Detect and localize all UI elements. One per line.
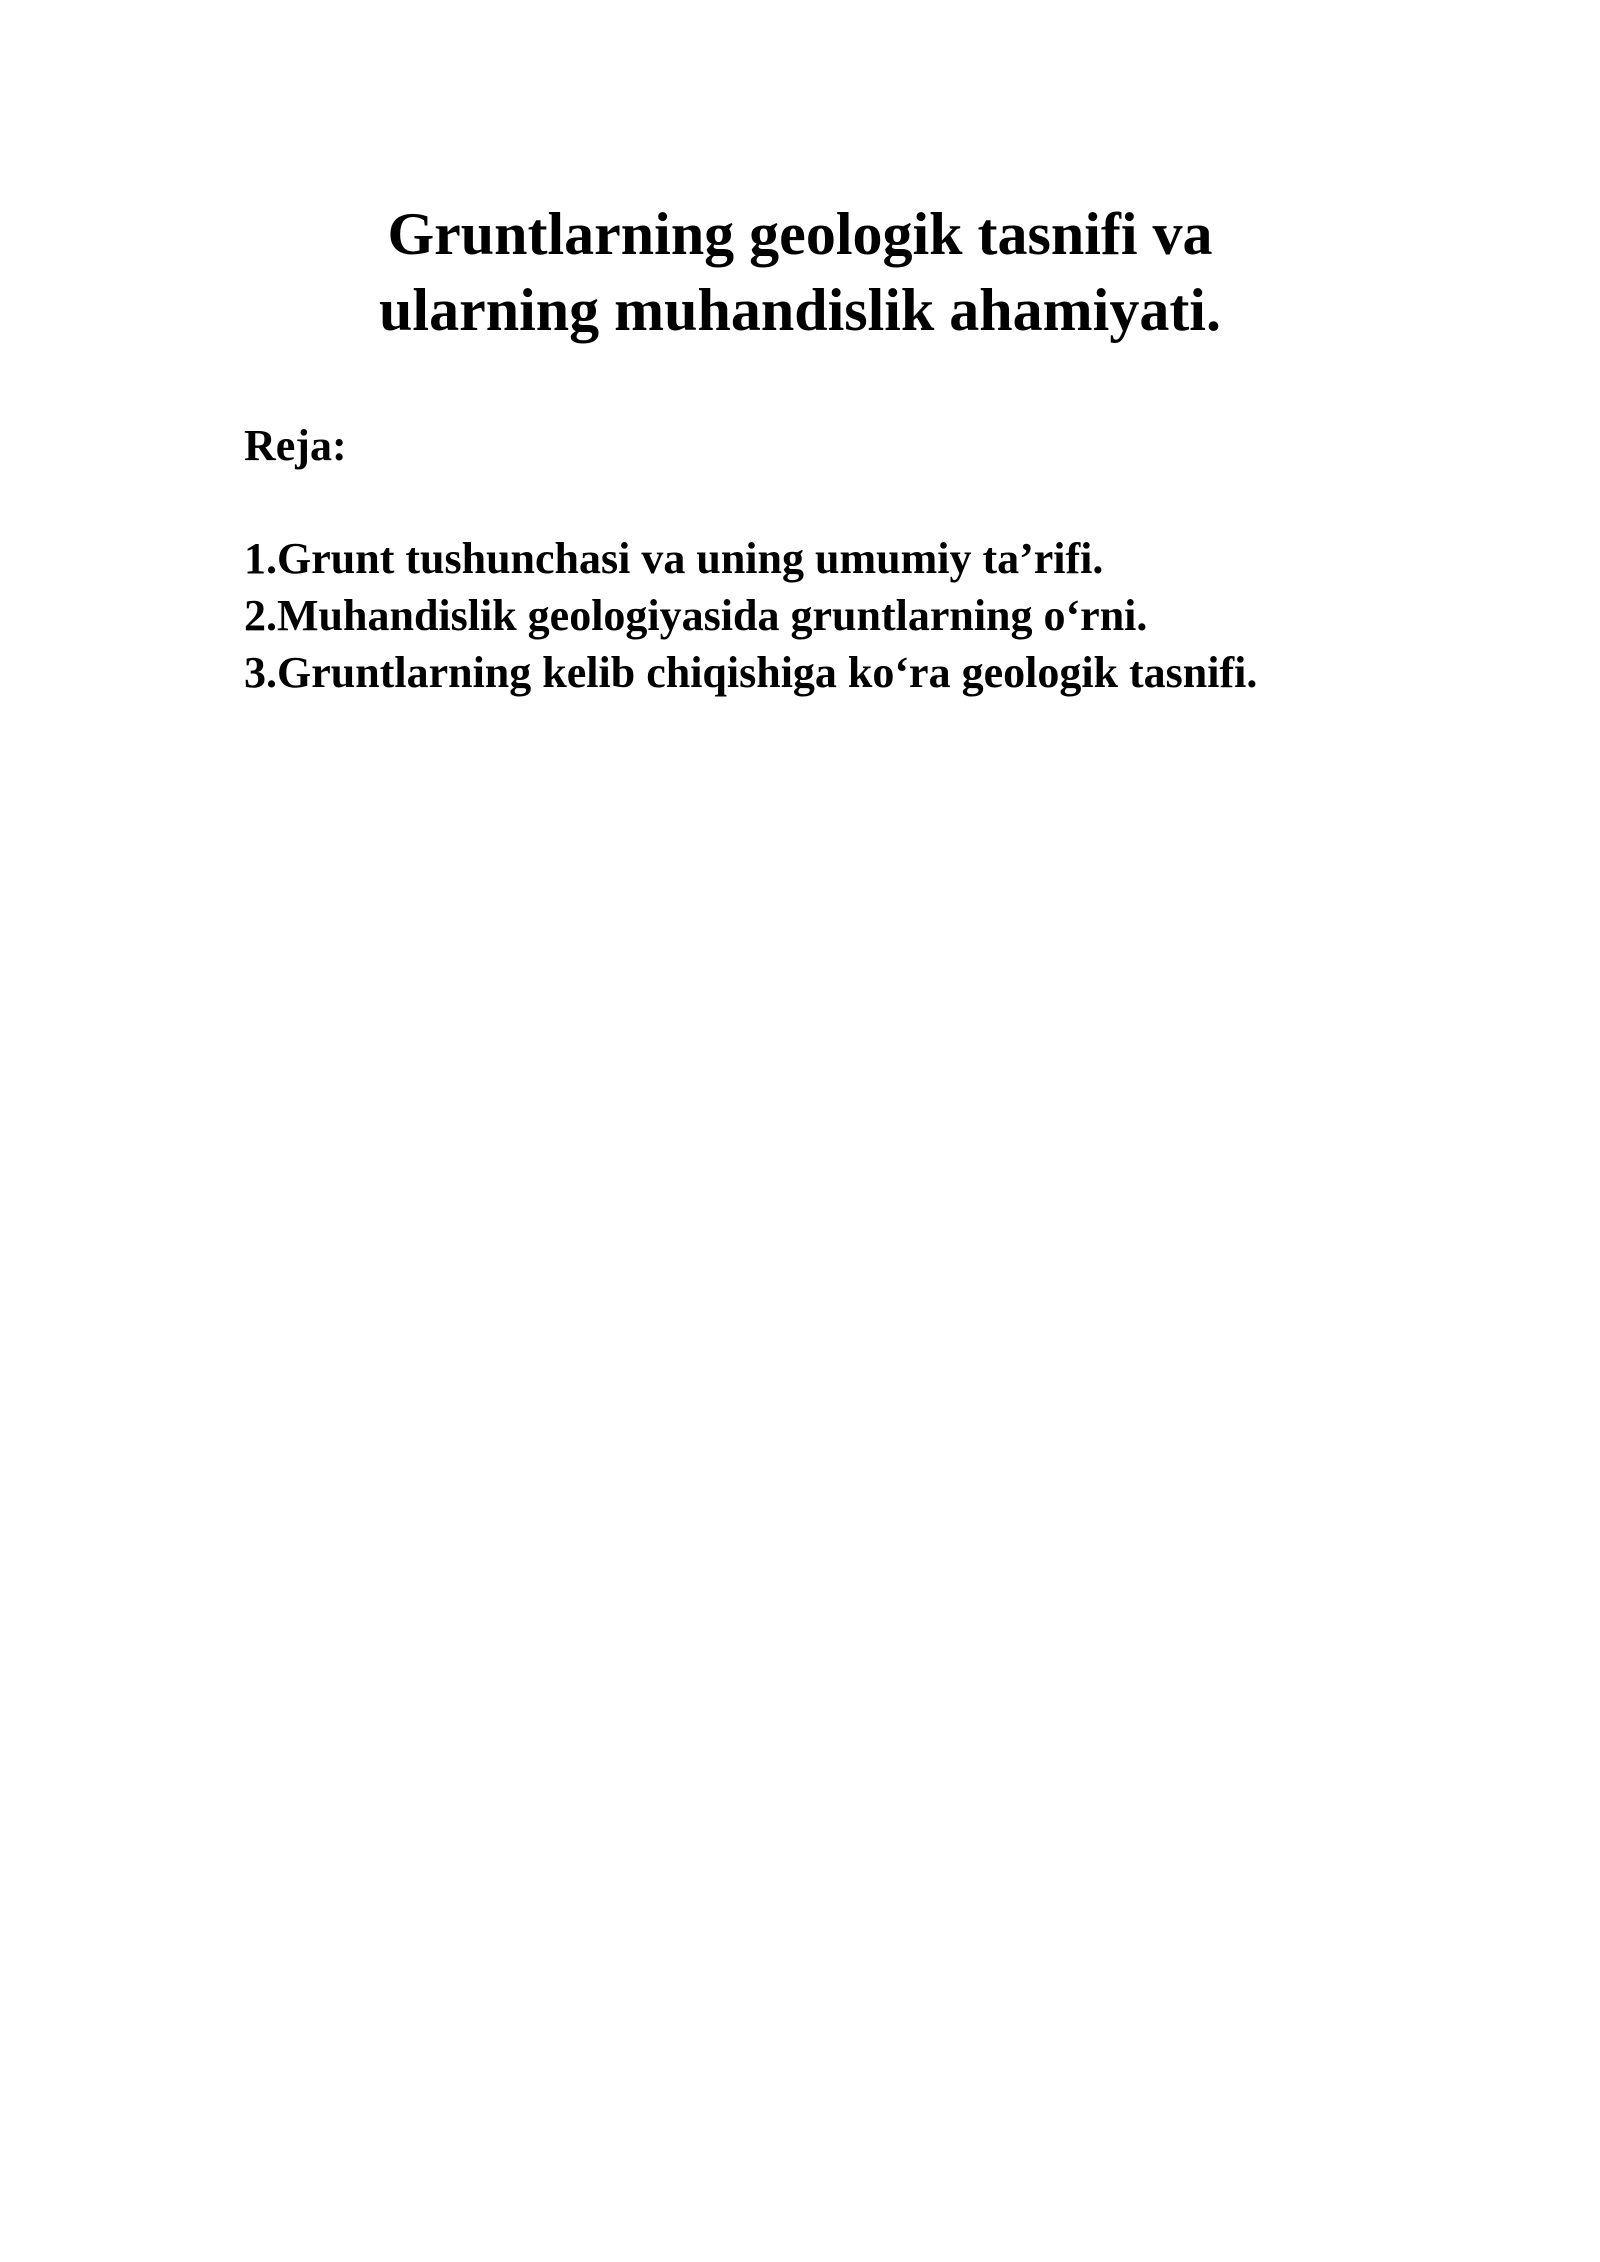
plan-item-2: 2.Muhandislik geologiyasida gruntlarning o‘rni.: [244, 591, 1148, 640]
document-title: [244, 196, 1356, 348]
plan-heading: Reja:: [244, 421, 347, 470]
document-title-line-2: ularning muhandislik ahamiyati.: [379, 277, 1221, 343]
plan-item-1: 1.Grunt tushunchasi va uning umumiy ta’rifi.: [244, 534, 1104, 583]
plan-list: [244, 530, 1257, 701]
document-title-line-1: Gruntlarning geologik tasnifi va: [387, 201, 1213, 267]
plan-item-3: 3.Gruntlarning kelib chiqishiga ko‘ra geologik tasnifi.: [244, 648, 1258, 697]
